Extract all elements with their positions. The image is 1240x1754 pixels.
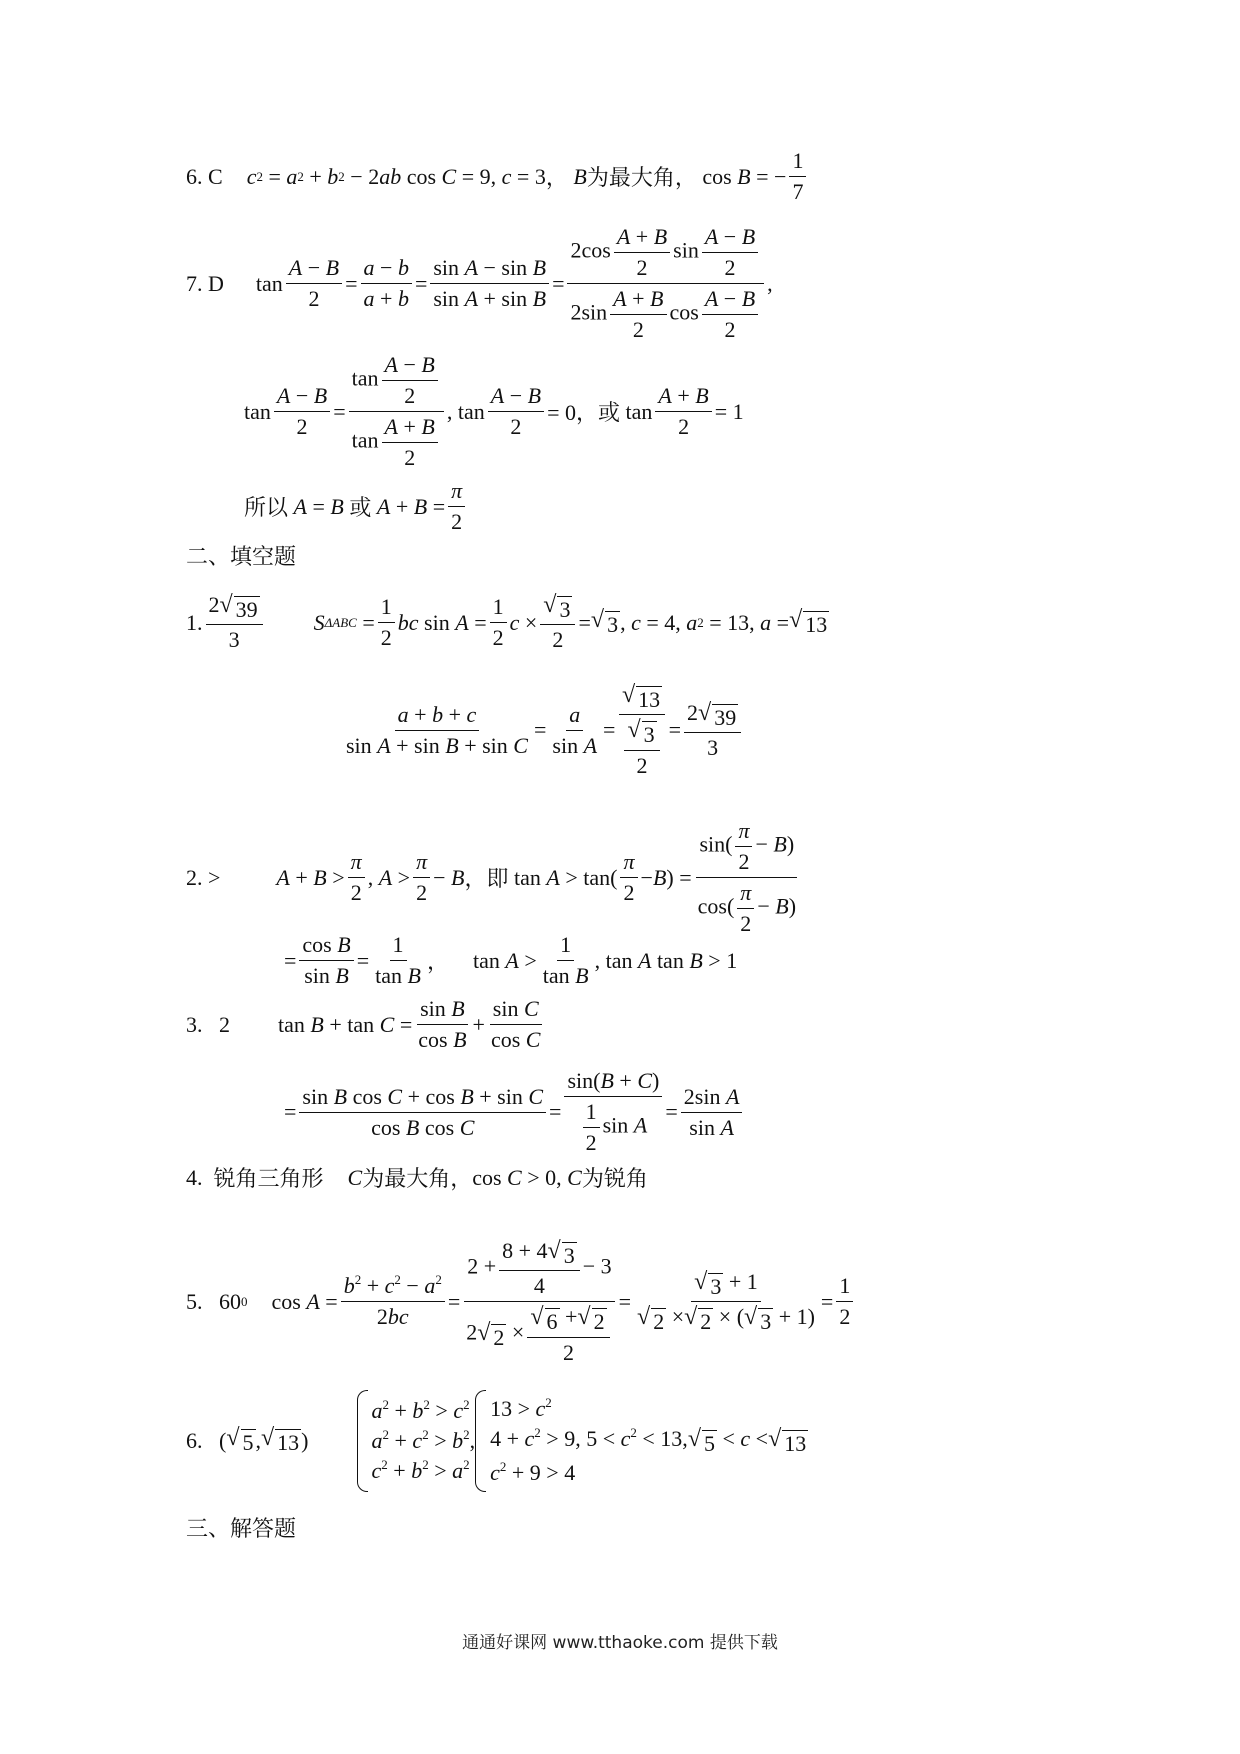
fill2-ji: 即 <box>486 867 509 892</box>
fill1-line1: 1. 2 √ 39 3 S ΔABC = $\frac{1}{2}$ bc sin A = $\frac{1}{2}$ c × √ 3 2 = √ 3 , c = 4, a 2 = 13, a = √ 13 <box>186 592 828 653</box>
fill1-line2: $\frac{a + b + c}{\text{sin A + sin B + sin C}}$ = $\frac{a}{\text{sin A}}$ = √ 13 √ 3 2 = 2 √ 39 3 <box>340 682 744 779</box>
q7-or2: 或 <box>349 496 372 521</box>
fill5-number: 5. <box>186 1288 203 1314</box>
q7-line2: tan $\frac{A - B}{2}$ = tan $\frac{A - B}{2}$ tan $\frac{A + B}{2}$ , tan $\frac{A - B}{2}$ = 0， 或 tan $\frac{A + B}{2}$ = 1 <box>244 352 744 470</box>
fill6-line: 6. ( √ 5 , √ 13 ) $a^2 + b^2 > c^2$ $a^2 + c^2 > b^2$ $c^2 + b^2 > a^2$ , $13 > c^2$ $4 + c^2 > 9$, $5 < c^2 < 13$, √ 5 < c < √ 13 $c^2 + 9 > 4$ <box>186 1390 808 1492</box>
q6-number: 6. C <box>186 163 223 189</box>
fill2-line2: = $\frac{\text{cos B}}{\text{sin B}}$ = $\frac{1}{\text{tan B}}$ ， tan A > $\frac{1}{\text{tan B}}$ , tan A tan B > 1 <box>284 932 738 988</box>
q7-number: 7. D <box>186 270 224 296</box>
q7-line3: 所以 A = B 或 A + B = $\frac{\pi}{2}$ <box>244 478 468 535</box>
fill4-text1: 为最大角， <box>362 1167 473 1192</box>
fill2-line1: 2. > A + B > $\frac{\pi}{2}$ , A > $\frac{\pi}{2}$ − B ， 即 tan A > tan( $\frac{\pi}{2}$ − B ) = sin( $\frac{\pi}{2}$ − B) cos( $\frac{\pi}{2}$ − B) <box>186 818 797 936</box>
fill6-number: 6. <box>186 1428 203 1453</box>
fill3-answer: 2 <box>219 1011 230 1037</box>
fill3-line2: = $\frac{\text{sin B cos C + cos B + sin C}}{\text{cos B cos C}}$ = sin(B + C) $\frac{1}{2}$ sin A = $\frac{\text{2sin A}}{\text{sin A}}$ <box>284 1068 745 1156</box>
fill4-number: 4. <box>186 1164 203 1190</box>
section-fill-blank-title: 二、填空题 <box>186 545 297 570</box>
q7-or: 或 <box>598 401 621 426</box>
fill4-text2: 为锐角 <box>581 1167 648 1192</box>
q7-line1: 7. D tan $\frac{A - B}{2}$ = $\frac{a - b}{a + b}$ = $\frac{\text{sin A − sin B}}{\text{sin A + sin B}}$ = 2cos $\frac{A + B}{2}$ sin $\frac{A - B}{2}$ 2sin $\frac{A + B}{2}$ cos $\frac{A - B}{2}$ , <box>186 224 773 342</box>
q7-so: 所以 <box>244 496 289 521</box>
fill1-number: 1. <box>186 609 203 635</box>
fill3-line1: 3. 2 tan B + tan C = $\frac{\text{sin B}}{\text{cos B}}$ + $\frac{\text{sin C}}{\text{cos C}}$ <box>186 996 541 1052</box>
q6-line: 6. C c 2 = a 2 + b 2 − 2 ab cos C = 9, c = 3 ， B 为最大角， cos B = − $\frac{1}{7}$ <box>186 148 809 205</box>
fill4-answer: 锐角三角形 <box>213 1167 324 1192</box>
section-solution-title: 三、解答题 <box>186 1517 297 1542</box>
fill2-number: 2. > <box>186 864 221 890</box>
fill5-answer: 60 <box>219 1288 241 1314</box>
fill3-number: 3. <box>186 1011 203 1037</box>
fill4-line: 4. 锐角三角形 C 为最大角， cos C > 0, C 为锐角 <box>186 1162 648 1193</box>
q6-note2: 为最大角， <box>586 166 697 191</box>
page-footer: 通通好课网 www.tthaoke.com 提供下载 <box>462 1633 778 1653</box>
q6-note1: ， <box>545 166 568 191</box>
fill5-line: 5. 60 0 cos A = $\frac{b^2 + c^2 - a^2}{2bc}$ = 2 + 8 + 4 √ 3 4 − 3 2 √ 2 × √ 6 + √ 2 2 = √ 3 + 1 √ 2 × √ 2 × ( √ 3 + 1) = $\frac{1}{2}$ <box>186 1238 856 1366</box>
